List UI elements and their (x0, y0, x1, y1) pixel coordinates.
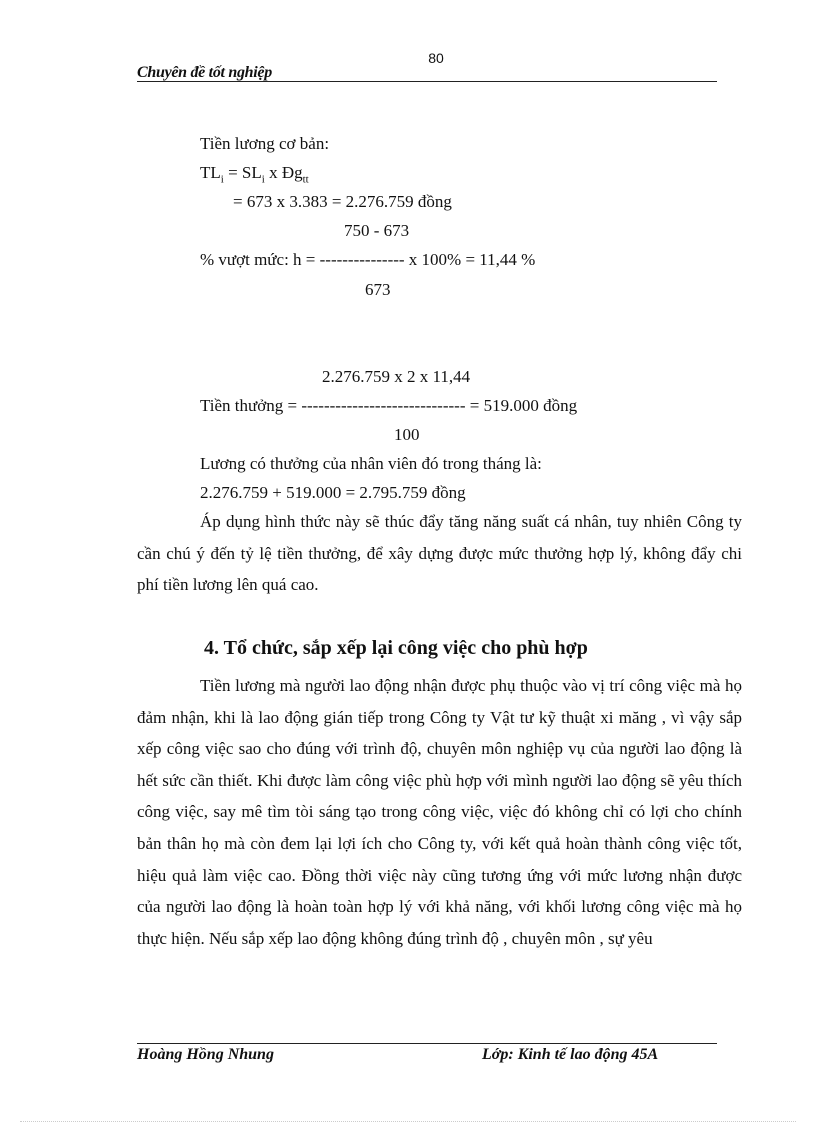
tl-lhs: TL (200, 163, 221, 182)
overrun-formula: % vượt mức: h = --------------- x 100% = 11,44 % (200, 250, 536, 269)
page-number: 80 (428, 50, 444, 66)
header-title: Chuyên đề tốt nghiệp (137, 64, 272, 81)
tl-lhs-sub: i (220, 173, 224, 186)
header-rule (137, 81, 717, 82)
bonus-formula: Tiền thưởng = ----------------------------- = 519.000 đồng (200, 396, 578, 415)
footer-author: Hoàng Hồng Nhung (137, 1046, 274, 1063)
basic-wage-label: Tiền lương cơ bản: (200, 134, 330, 153)
footer-rule (137, 1043, 717, 1044)
paragraph-bonus-note: Áp dụng hình thức này sẽ thúc đẩy tăng năng suất cá nhân, tuy nhiên Công ty cần chú ý đến tỷ lệ tiền thưởng, để xây dựng được mức thưởng hợp lý, không đẩy chi phí tiền lương lên quá cao. (137, 512, 742, 595)
page-bottom-border (20, 1121, 796, 1122)
tl-rhs-sub: i (261, 173, 265, 186)
tl-rhs: = SL (223, 163, 262, 182)
overrun-numerator: 750 - 673 (344, 221, 410, 240)
bonus-denominator: 100 (394, 425, 420, 444)
overrun-denominator: 673 (365, 280, 391, 299)
tl-rhs-tail: x Đg (264, 163, 303, 182)
footer-class: Lớp: Kinh tế lao động 45A (482, 1046, 659, 1063)
tl-rhs-tail-sub: tt (302, 173, 309, 186)
bonus-numerator: 2.276.759 x 2 x 11,44 (322, 367, 471, 386)
section-heading: 4. Tổ chức, sắp xếp lại công việc cho phù hợp (204, 637, 588, 659)
total-formula: 2.276.759 + 519.000 = 2.795.759 đồng (200, 483, 466, 502)
total-label: Lương có thưởng của nhân viên đó trong tháng là: (200, 454, 542, 473)
tl-result: = 673 x 3.383 = 2.276.759 đồng (233, 192, 452, 211)
paragraph-job-arrangement: Tiền lương mà người lao động nhận được phụ thuộc vào vị trí công việc mà họ đảm nhận, khi là lao động gián tiếp trong Công ty Vật tư kỹ thuật xi măng , vì vậy sắp xếp công việc sao cho đúng với trình độ, chuyên môn nghiệp vụ của người lao động là hết sức cần thiết. Khi được làm công việc phù hợp với mình người lao động sẽ yêu thích công việc, say mê tìm tòi sáng tạo trong công việc, việc đó không chỉ có lợi cho chính bản thân họ mà còn đem lại lợi ích cho Công ty, với kết quả hoàn thành công việc tốt, hiệu quả làm việc cao. Đồng thời việc này cũng tương ứng với mức lương nhận được của người lao động là hoàn toàn hợp lý với khả năng, với khối lương công việc mà họ thực hiện. Nếu sắp xếp lao động không đúng trình độ , chuyên môn , sự yêu (137, 676, 742, 948)
tl-formula (200, 163, 309, 185)
